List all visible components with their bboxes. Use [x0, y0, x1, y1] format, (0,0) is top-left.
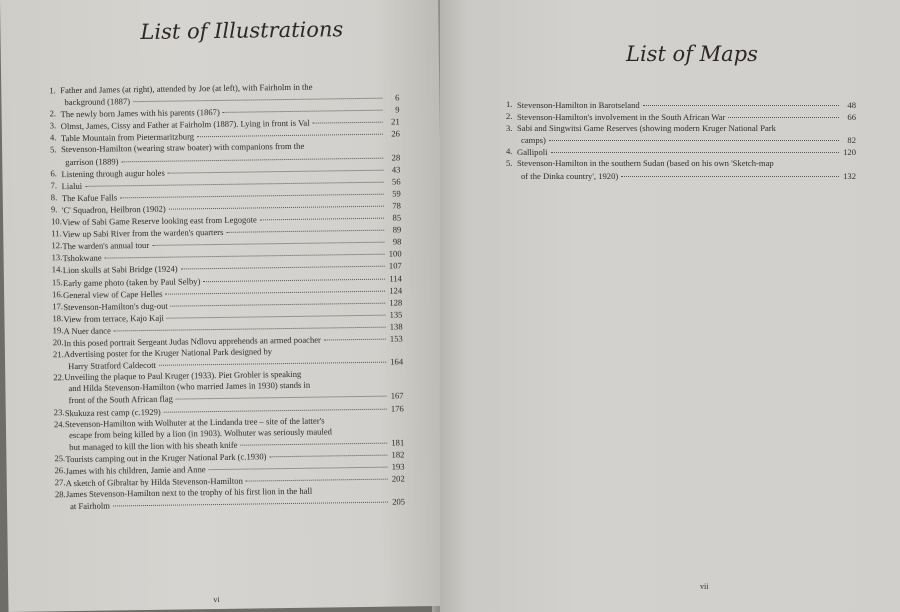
- leader-dots: [176, 388, 387, 400]
- entry-page-number: 167: [390, 390, 404, 402]
- entry-text: Advertising poster for the Kruger National Park designed by: [63, 346, 273, 360]
- leader-dots: [324, 331, 386, 341]
- entry-number: 4.: [49, 132, 57, 143]
- entry-text: Olmst, James, Cissy and Father at Fairholm (1887). Lying in front is Val: [60, 117, 310, 132]
- entry-page-number: 26: [391, 128, 400, 139]
- entry-text: Stevenson-Hamilton with Wolhuter at the Lindanda tree – site of the latter's: [64, 415, 325, 429]
- entry-page-number: 205: [392, 496, 406, 507]
- entry-text: camps): [521, 135, 546, 146]
- leader-dots: [226, 222, 384, 233]
- entry-text: Lialui: [61, 180, 83, 191]
- entry-number: 19.: [52, 325, 64, 336]
- entry-text: at Fairholm: [70, 500, 111, 512]
- entry-number: 3.: [506, 123, 513, 134]
- entry-page-number: 82: [847, 135, 856, 146]
- maps-list: [506, 99, 856, 182]
- leader-dots: [167, 306, 386, 318]
- entry-text: of the Dinka country', 1920): [521, 170, 619, 181]
- entry-number: 22.: [53, 372, 65, 383]
- entry-text: Stevenson-Hamilton (wearing straw boater) with companions from the: [61, 141, 305, 155]
- entry-page-number: 176: [390, 402, 404, 414]
- leader-dots: [551, 144, 839, 153]
- entry-number: 10.: [51, 216, 62, 227]
- entry-page-number: 202: [391, 473, 405, 484]
- entry-text: View up Sabi River from the warden's quarters: [62, 227, 224, 240]
- entry-page-number: 124: [389, 285, 403, 296]
- entry-number: 3.: [49, 120, 57, 131]
- entry-text: James Stevenson-Hamilton next to the trophy of his first lion in the hall: [65, 485, 313, 500]
- entry-page-number: 6: [395, 92, 400, 103]
- entry-page-number: 193: [391, 461, 405, 472]
- entry-page-number: 181: [391, 437, 405, 448]
- leader-dots: [171, 294, 386, 306]
- entry-text: The newly born James with his parents (1867): [60, 107, 220, 120]
- leader-dots: [223, 102, 383, 113]
- illustrations-title: List of Illustrations: [140, 17, 344, 45]
- leader-dots: [621, 168, 839, 177]
- entry-text: Tshokwane: [62, 252, 102, 264]
- leader-dots: [180, 258, 384, 270]
- entry-number: 15.: [51, 276, 63, 287]
- leader-dots: [240, 434, 387, 445]
- entry-text: In this posed portrait Sergeant Judas Ndlovu apprehends an armed poacher: [63, 334, 321, 349]
- entry-text: The warden's annual tour: [62, 240, 150, 252]
- entry-text: Tourists camping out in the Kruger National Park (c.1930): [65, 451, 267, 465]
- leader-dots: [728, 109, 839, 118]
- leader-dots: [203, 270, 385, 282]
- entry-number: 18.: [52, 312, 64, 324]
- entry-text: General view of Cape Helles: [63, 288, 163, 300]
- entry-text: Table Mountain from Pietermaritzburg: [60, 131, 195, 144]
- entry-text: garrison (1889): [65, 155, 119, 167]
- leader-dots: [246, 471, 388, 482]
- entry-number: 5.: [506, 158, 513, 169]
- entry-number: 1.: [49, 85, 56, 96]
- entry-text: Early game photo (taken by Paul Selby): [62, 275, 201, 288]
- left-page: [0, 0, 447, 612]
- entry-page-number: 100: [388, 248, 402, 259]
- entry-page-number: 114: [389, 272, 402, 284]
- entry-page-number: 128: [389, 297, 403, 308]
- entry-number: 5.: [50, 144, 57, 155]
- entry-page-number: 182: [391, 449, 405, 460]
- entry-text: Gallipoli: [517, 147, 548, 158]
- entry-number: 11.: [51, 228, 62, 239]
- entry-page-number: 89: [392, 224, 402, 235]
- entry-page-number: 107: [388, 260, 402, 272]
- entry-text: but managed to kill the lion with his sheath knife: [69, 439, 238, 452]
- entry-number: 20.: [52, 337, 64, 348]
- entry-number: 24.: [53, 418, 65, 429]
- entry-text: Stevenson-Hamilton in Barotseland: [517, 100, 640, 110]
- entry-text: Sabi and Singwitsi Game Reserves (showing modern Kruger National Park: [517, 123, 776, 134]
- entry-text: Listening through augur holes: [61, 167, 165, 179]
- right-page: [440, 0, 900, 612]
- entry-number: 12.: [51, 240, 63, 251]
- entry-page-number: 59: [392, 188, 401, 199]
- entry-page-number: 9: [395, 104, 400, 115]
- entry-page-number: 66: [847, 112, 856, 123]
- maps-title: List of Maps: [626, 42, 758, 66]
- leader-dots: [159, 354, 386, 366]
- page-number-left: vi: [213, 594, 220, 605]
- entry-text: 'C' Squadron, Heilbron (1902): [61, 203, 166, 216]
- entry-page-number: 120: [843, 147, 856, 158]
- entry-number: 4.: [506, 146, 513, 157]
- entry-text: Father and James (at right), attended by Joe (at left), with Fairholm in the: [60, 81, 313, 96]
- leader-dots: [643, 97, 839, 106]
- entry-text: View of Sabi Game Reserve looking east from Legogote: [62, 214, 257, 228]
- entry-number: 16.: [52, 288, 63, 299]
- entry-text: background (1887): [64, 96, 131, 108]
- entry-text: A Nuer dance: [63, 325, 111, 337]
- entry-number: 1.: [506, 99, 513, 109]
- leader-dots: [169, 198, 384, 210]
- list-item: [506, 158, 856, 181]
- list-item: [506, 123, 856, 146]
- leader-dots: [168, 161, 384, 173]
- leader-dots: [164, 400, 387, 412]
- entry-number: 6.: [50, 167, 57, 178]
- entry-text: The Kafue Falls: [61, 192, 118, 204]
- entry-text: James with his children, Jamie and Anne: [65, 464, 206, 477]
- entry-text: View from terrace, Kajo Kaji: [63, 312, 164, 324]
- leader-dots: [269, 447, 387, 458]
- entry-number: 25.: [54, 453, 66, 464]
- entry-number: 23.: [53, 406, 65, 417]
- leader-dots: [312, 114, 382, 124]
- entry-page-number: 138: [389, 321, 403, 332]
- entry-text: Unveiling the plaque to Paul Kruger (1933). Piet Grobler is speaking: [64, 369, 302, 383]
- entry-number: 2.: [506, 111, 513, 122]
- entry-number: 28.: [54, 489, 66, 500]
- list-item: [55, 485, 405, 513]
- leader-dots: [165, 282, 385, 294]
- entry-page-number: 28: [391, 151, 401, 163]
- entry-number: 26.: [54, 465, 66, 476]
- leader-dots: [260, 210, 384, 221]
- entry-page-number: 78: [392, 200, 401, 211]
- entry-text: Skukuza rest camp (c.1929): [64, 406, 161, 418]
- list-item: [506, 111, 856, 123]
- entry-page-number: 21: [391, 116, 400, 127]
- entry-text: Stevenson-Hamilton's dug-out: [63, 300, 168, 312]
- list-item: [506, 146, 856, 158]
- leader-dots: [197, 126, 383, 138]
- entry-number: 27.: [54, 477, 66, 488]
- illustrations-list: [49, 80, 405, 512]
- entry-text: A sketch of Gibraltar by Hilda Stevenson-Hamilton: [65, 475, 243, 489]
- entry-text: escape from being killed by a lion (in 1903). Wolhuter was seriously mauled: [69, 426, 332, 440]
- entry-text: Lion skulls at Sabi Bridge (1924): [62, 263, 178, 276]
- leader-dots: [209, 459, 388, 470]
- entry-page-number: 132: [843, 170, 856, 181]
- entry-page-number: 135: [389, 309, 403, 320]
- entry-page-number: 164: [390, 356, 404, 367]
- entry-number: 9.: [50, 204, 58, 215]
- entry-page-number: 85: [392, 212, 402, 223]
- entry-number: 13.: [51, 252, 63, 263]
- page-number-right: vii: [700, 582, 709, 591]
- entry-number: 7.: [50, 179, 58, 191]
- entry-number: 21.: [52, 349, 64, 360]
- entry-text: and Hilda Stevenson-Hamilton (who married James in 1930) stands in: [68, 380, 311, 394]
- entry-page-number: 153: [389, 333, 403, 344]
- entry-text: Stevenson-Hamilton in the southern Sudan (based on his own 'Sketch-map: [517, 158, 774, 169]
- entry-text: Stevenson-Hamilton's involvement in the South African War: [517, 112, 726, 123]
- entry-text: Harry Stratford Caldecott: [68, 360, 157, 372]
- entry-page-number: 56: [391, 176, 401, 187]
- entry-page-number: 43: [391, 164, 401, 175]
- leader-dots: [549, 132, 839, 141]
- leader-dots: [152, 234, 384, 246]
- entry-number: 8.: [50, 192, 58, 203]
- entry-number: 14.: [51, 264, 63, 275]
- entry-text: front of the South African flag: [68, 394, 173, 406]
- entry-number: 2.: [49, 108, 57, 119]
- entry-page-number: 48: [847, 100, 856, 110]
- entry-page-number: 98: [392, 236, 402, 247]
- entry-number: 17.: [52, 300, 64, 311]
